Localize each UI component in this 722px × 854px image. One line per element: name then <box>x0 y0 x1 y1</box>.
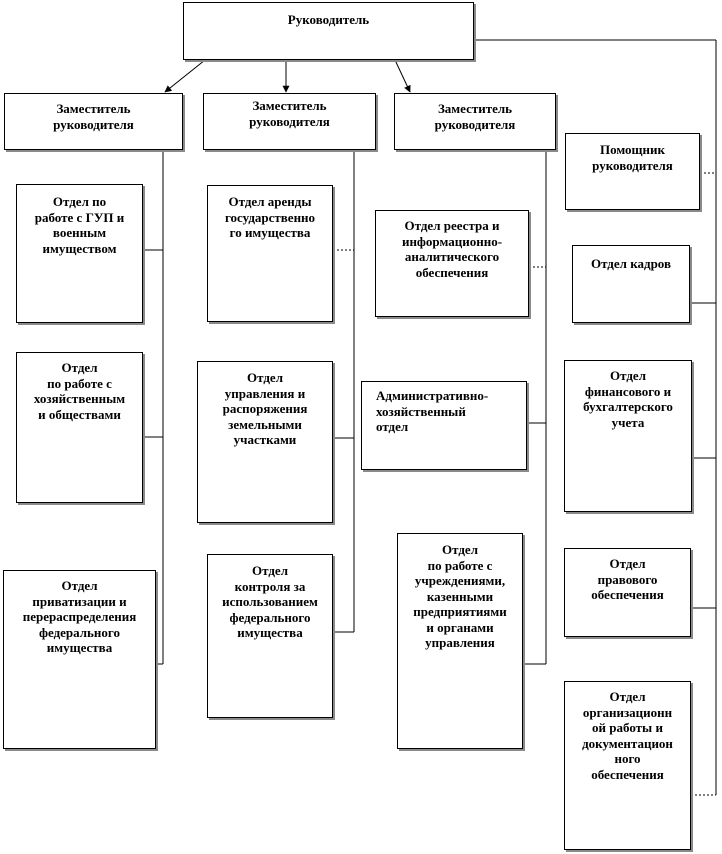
dept-institutions-enterprises: Отдел по работе с учреждениями, казенными предприятиями и органами управления <box>397 533 523 749</box>
dept-organizational-docs: Отдел организационн ой работы и документацион ного обеспечения <box>564 681 691 850</box>
dept-land-management: Отдел управления и распоряжения земельными участками <box>197 361 333 523</box>
deputy-label-1: Заместитель руководителя <box>53 101 134 132</box>
head-box <box>183 2 474 60</box>
dept-privatization: Отдел приватизации и перераспределения федерального имущества <box>3 570 156 749</box>
dept-state-property-lease: Отдел аренды государственно го имущества <box>207 185 333 322</box>
dept-finance-accounting: Отдел финансового и бухгалтерского учета <box>564 360 692 512</box>
deputy-box-3 <box>394 93 556 150</box>
arrow-to-deputy-3 <box>395 60 410 92</box>
deputy-label-2: Заместитель руководителя <box>249 98 330 129</box>
dept-registry-analytics: Отдел реестра и информационно- аналитического обеспечения <box>375 210 529 317</box>
dept-economic-companies: Отдел по работе с хозяйственным и обществами <box>16 352 143 503</box>
arrow-to-deputy-1 <box>165 60 205 92</box>
dept-administrative: Административно- хозяйственный отдел <box>361 381 527 470</box>
deputy-label-3: Заместитель руководителя <box>434 101 516 132</box>
dept-gup-military: Отдел по работе с ГУП и военным имуществом <box>16 184 143 323</box>
deputy-box-2 <box>203 93 376 150</box>
deputy-box-1 <box>4 93 183 150</box>
dept-legal: Отдел правового обеспечения <box>564 548 691 637</box>
dept-property-control: Отдел контроля за использованием федерального имущества <box>207 554 333 718</box>
dept-hr: Отдел кадров <box>572 245 690 323</box>
assistant-box: Помощник руководителя <box>565 133 700 210</box>
head-label: Руководитель <box>287 12 370 27</box>
